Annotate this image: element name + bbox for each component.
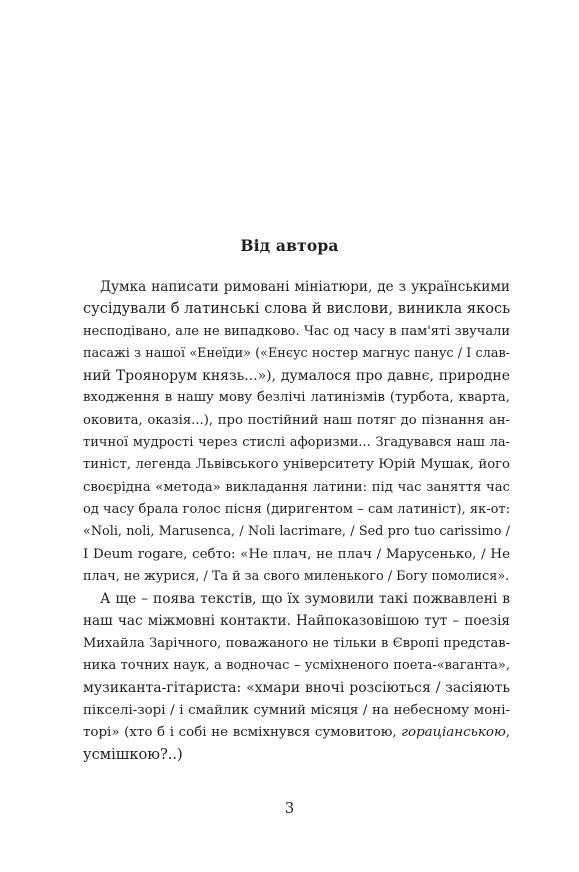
text-line-tori [83,722,510,744]
text-line: Думка написати римовані мініатюри, де з українськими [100,279,510,295]
text-line: оковита, оказія...), про постійний наш потяг до пізнання ан- [83,412,510,428]
text-line: пікселі-зорі / і смайлик сумний місяця / на небесному моні- [83,702,510,718]
text-line: тичної мудрості через стислі афоризми... Згадувався наш ла- [83,435,510,451]
page-number: 3 [284,799,295,817]
text-line: музиканта-гітариста: «хмари вночі розсіються / засіяють [83,680,510,697]
text-line: ника точних наук, а водночас – усміхненого поета-«ваганта», [83,658,510,674]
text-line: входження в нашу мову безлічі латинізмів (турбота, кварта, [83,390,510,406]
text-line: наш час міжмовні контакти. Найпоказовішою тут – поезія [83,613,510,630]
italic-word: горацiанською [401,724,506,740]
text-fragment: торі» (хто б і собі не всміхнувся сумовитою, [83,724,402,740]
text-line: од часу брала голос пісня (диригентом – сам латиніст), як-от: [83,501,510,517]
section-heading: Від автора [240,236,339,255]
text-line: пасажі з нашої «Енеїди» («Енєус ностер магнус панус / І слав- [83,345,510,361]
text-line: ний Троянорум князь...»), думалося про давнє, природне [83,368,510,385]
text-fragment: , [505,724,510,740]
body-text [83,276,510,767]
text-line: «Noli, noli, Marusenca, / Noli lacrimare, / Sed pro tuo carissimo / [83,524,510,540]
text-line: сусідували б латинські слова й вислови, виникла якось [83,300,511,318]
text-line: своєрідна «метода» викладання латини: під час заняття час [83,479,510,495]
text-line: А ще – поява текстів, що їх зумовили такі пожвавлені в [100,591,510,608]
text-line: несподівано, але не випадково. Час од часу в пам'яті звучали [83,323,510,339]
text-line: I Deum rogare, себто: «Не плач, не плач / Марусенько, / Не [83,546,510,562]
text-line: усмішкою?..) [83,746,183,764]
text-line: тиніст, легенда Львівського університету Юрій Мушак, його [83,457,510,473]
text-line: плач, не журися, / Та й за свого миленького / Богу помолися». [83,568,510,584]
text-line: Михайла Зарічного, поважаного не тільки в Європі представ- [83,635,510,651]
